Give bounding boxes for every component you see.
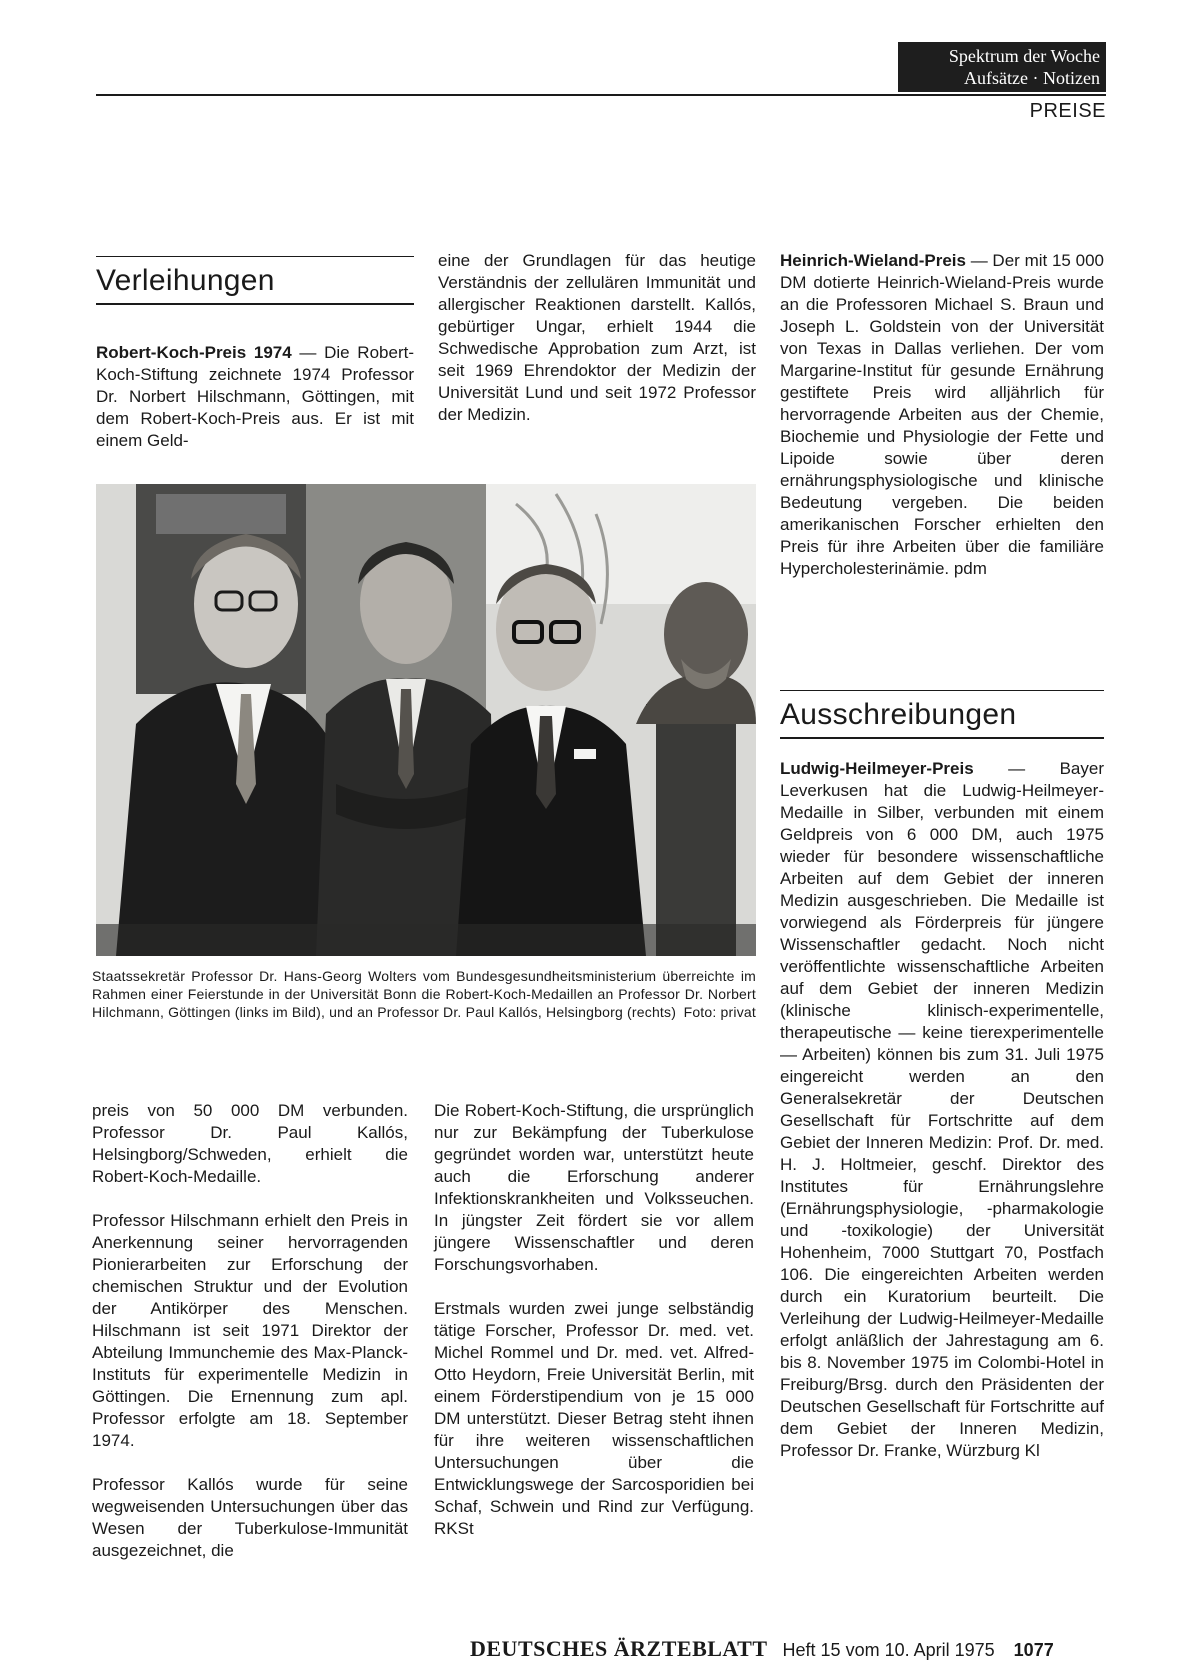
section-badge	[898, 42, 1106, 92]
verleihungen-heading: Verleihungen	[96, 264, 275, 297]
middle-top-text	[438, 250, 756, 426]
robert-koch-title: Robert-Koch-Preis 1974	[96, 343, 292, 362]
ausschreibungen-heading: Ausschreibungen	[780, 698, 1017, 731]
wieland-title: Heinrich-Wieland-Preis	[780, 251, 966, 270]
wieland-text: — Der mit 15 000 DM dotierte Heinrich-Wieland-Preis wurde an die Professoren Michael S. Braun und Joseph L. Goldstein von der Universität von Texas in Dallas verliehen. Der vom Margarine-Institut für gesunde Ernährung gestiftete Preis wird alljährlich für hervorragende Arbeiten aus der Chemie, Biochemie und Physiologie der Fette und Lipoide sowie über deren ernährungsphysiologische und klinische Bedeutung vergeben. Die beiden amerikanischen Forscher erhielten den Preis für ihre Arbeiten über die familiäre Hypercholesterinämie. pdm	[780, 251, 1104, 578]
heilmeyer-title: Ludwig-Heilmeyer-Preis	[780, 759, 974, 778]
wieland-article	[780, 250, 1104, 580]
left-paragraph-3: Professor Kallós wurde für seine wegweisenden Untersuchungen über das Wesen der Tuberkulose-Immunität ausgezeichnet, die	[92, 1475, 408, 1560]
heilmeyer-article	[780, 758, 1104, 1462]
section-label: PREISE	[1029, 100, 1106, 122]
page-number: 1077	[1013, 1640, 1054, 1660]
issue-info: Heft 15 vom 10. April 1975	[782, 1640, 995, 1660]
badge-line-2: Aufsätze · Notizen	[964, 68, 1100, 88]
award-photo	[96, 484, 756, 956]
middle-paragraph-2: Erstmals wurden zwei junge selbständig tätige Forscher, Professor Dr. med. vet. Michel Rommel und Dr. med. vet. Alfred-Otto Heydorn, Freie Universität Berlin, mit einem Förderstipendium von je 15 000 DM unterstützt. Dieser Betrag steht ihnen für ihre weiteren wissenschaftlichen Untersuchungen über die Entwicklungswege der Sarcosporidien bei Schaf, Schwein und Rind zur Verfügung. RKSt	[434, 1299, 754, 1538]
left-paragraph-1: preis von 50 000 DM verbunden. Professor Dr. Paul Kallós, Helsingborg/Schweden, erhielt die Robert-Koch-Medaille.	[92, 1101, 408, 1186]
left-paragraph-2: Professor Hilschmann erhielt den Preis in Anerkennung seiner hervorragenden Pionierarbeiten zur Erforschung der chemischen Struktur und der Evolution der Antikörper des Menschen. Hilschmann ist seit 1971 Direktor der Abteilung Immunchemie des Max-Planck-Instituts für experimentelle Medizin in Göttingen. Die Ernennung zum apl. Professor erfolgte am 18. September 1974.	[92, 1211, 408, 1450]
kallos-continuation: eine der Grundlagen für das heutige Verständnis der zellulären Immunität und allergischer Reaktionen darstellt. Kallós, gebürtiger Ungar, erhielt 1944 die Schwedische Approbation zum Arzt, ist seit 1969 Ehrendoktor der Medizin der Universität Lund und seit 1972 Professor der Medizin.	[438, 251, 756, 424]
heading-rule-bottom	[96, 303, 414, 305]
award-photo-image	[96, 484, 756, 956]
ausschreibungen-heading-block	[780, 690, 1104, 739]
robert-koch-intro	[96, 342, 414, 452]
header-rule	[96, 94, 1106, 96]
heading-rule-bottom	[780, 737, 1104, 739]
left-bottom-text	[92, 1100, 408, 1562]
middle-bottom-text	[434, 1100, 754, 1540]
magazine-name: DEUTSCHES ÄRZTEBLATT	[470, 1636, 768, 1661]
caption-text: Staatssekretär Professor Dr. Hans-Georg Wolters vom Bundesgesundheitsministerium überreichte im Rahmen einer Feierstunde in der Universität Bonn die Robert-Koch-Medaillen an Professor Dr. Norbert Hilchmann, Göttingen (links im Bild), und an Professor Dr. Paul Kallós, Helsingborg (rechts)	[92, 968, 756, 1020]
photo-credit: Foto: privat	[683, 1004, 756, 1020]
middle-paragraph-1: Die Robert-Koch-Stiftung, die ursprünglich nur zur Bekämpfung der Tuberkulose gegründet worden war, unterstützt heute auch die Erforschung anderer Infektionskrankheiten und Volksseuchen. In jüngster Zeit fördert sie vor allem jüngere Wissenschaftler und deren Forschungsvorhaben.	[434, 1101, 754, 1274]
page-footer	[470, 1636, 1110, 1662]
heilmeyer-text: — Bayer Leverkusen hat die Ludwig-Heilmeyer-Medaille in Silber, verbunden mit einem Geldpreis von 6 000 DM, auch 1975 wieder für besondere wissenschaftliche Arbeiten auf dem Gebiet der inneren Medizin ausgeschrieben. Die Medaille ist vorwiegend als Förderpreis für jüngere Wissenschaftler gedacht. Noch nicht veröffentlichte wissenschaftliche Arbeiten auf dem Gebiet der inneren Medizin (klinische klinisch-experimentelle, therapeutische — keine tierexperimentelle — Arbeiten) können bis zum 31. Juli 1975 eingereicht werden an den Generalsekretär der Deutschen Gesellschaft für Fortschritte auf dem Gebiet der Inneren Medizin: Prof. Dr. med. H. J. Holtmeier, geschf. Direktor des Institutes für Ernährungslehre (Ernährungsphysiologie, -pharmakologie und -toxikologie) der Universität Hohenheim, 7000 Stuttgart 70, Postfach 106. Die eingereichten Arbeiten werden durch ein Kuratorium beurteilt. Die Verleihung der Ludwig-Heilmeyer-Medaille erfolgt anläßlich der Jahrestagung am 6. bis 8. November 1975 im Colombi-Hotel in Freiburg/Brsg. durch den Präsidenten der Deutschen Gesellschaft für Fortschritte auf dem Gebiet der Inneren Medizin, Professor Dr. Franke, Würzburg Kl	[780, 759, 1104, 1460]
badge-line-1: Spektrum der Woche	[948, 46, 1100, 66]
robert-koch-intro-text: — Die Robert-Koch-Stiftung zeichnete 1974 Professor Dr. Norbert Hilschmann, Göttingen, mit dem Robert-Koch-Preis aus. Er ist mit einem Geld-	[96, 343, 414, 450]
verleihungen-heading-block	[96, 256, 414, 305]
photo-caption	[92, 967, 756, 1021]
